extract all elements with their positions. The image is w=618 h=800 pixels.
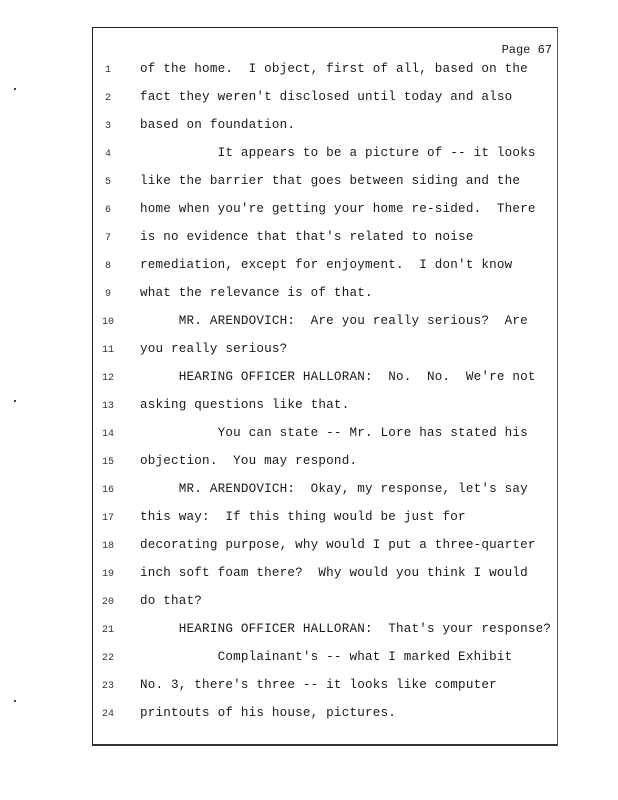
line-text: home when you're getting your home re-sided. There [140, 202, 536, 216]
line-number: 19 [101, 569, 114, 580]
line-number: 11 [101, 345, 114, 356]
line-number: 18 [101, 541, 114, 552]
line-text: is no evidence that that's related to noise [140, 230, 474, 244]
line-text: Complainant's -- what I marked Exhibit [140, 650, 513, 664]
line-text: asking questions like that. [140, 398, 350, 412]
line-text: what the relevance is of that. [140, 286, 373, 300]
transcript-line [0, 286, 618, 306]
line-number: 4 [104, 149, 111, 160]
scan-speck [14, 400, 16, 402]
line-number: 14 [101, 429, 114, 440]
transcript-line [0, 650, 618, 670]
line-text: do that? [140, 594, 203, 608]
transcript-line [0, 622, 618, 642]
line-text: MR. ARENDOVICH: Okay, my response, let's say [140, 482, 528, 496]
line-number: 10 [101, 317, 114, 328]
line-text: No. 3, there's three -- it looks like computer [140, 678, 497, 692]
transcript-line [0, 426, 618, 446]
transcript-line [0, 62, 618, 82]
transcript-line [0, 230, 618, 250]
line-number: 17 [101, 513, 114, 524]
line-number: 24 [101, 709, 114, 720]
line-text: It appears to be a picture of -- it looks [140, 146, 536, 160]
line-number: 7 [104, 233, 111, 244]
line-number: 15 [101, 457, 114, 468]
line-number: 21 [101, 625, 114, 636]
line-text: objection. You may respond. [140, 454, 358, 468]
transcript-line [0, 202, 618, 222]
line-number: 3 [104, 121, 111, 132]
line-number: 20 [101, 597, 114, 608]
line-number: 22 [101, 653, 114, 664]
line-number: 23 [101, 681, 114, 692]
transcript-line [0, 482, 618, 502]
transcript-line [0, 314, 618, 334]
line-text: printouts of his house, pictures. [140, 706, 396, 720]
line-number: 1 [104, 65, 111, 76]
scan-speck [14, 700, 16, 702]
transcript-line [0, 146, 618, 166]
page-number: Page 67 [501, 43, 552, 57]
line-text: HEARING OFFICER HALLORAN: No. No. We're not [140, 370, 536, 384]
transcript-line [0, 678, 618, 698]
line-number: 13 [101, 401, 114, 412]
line-number: 5 [104, 177, 111, 188]
transcript-line [0, 594, 618, 614]
transcript-line [0, 370, 618, 390]
line-text: you really serious? [140, 342, 288, 356]
line-number: 12 [101, 373, 114, 384]
transcript-line [0, 706, 618, 726]
line-text: HEARING OFFICER HALLORAN: That's your response? [140, 622, 552, 636]
line-text: MR. ARENDOVICH: Are you really serious? Are [140, 314, 528, 328]
transcript-line [0, 566, 618, 586]
transcript-line [0, 510, 618, 530]
line-text: like the barrier that goes between siding and the [140, 174, 521, 188]
scan-speck [14, 88, 16, 90]
line-number: 6 [104, 205, 111, 216]
line-number: 2 [104, 93, 111, 104]
line-number: 8 [104, 261, 111, 272]
line-text: based on foundation. [140, 118, 296, 132]
line-text: of the home. I object, first of all, based on the [140, 62, 528, 76]
line-text: fact they weren't disclosed until today and also [140, 90, 513, 104]
line-text: remediation, except for enjoyment. I don't know [140, 258, 513, 272]
line-text: this way: If this thing would be just for [140, 510, 466, 524]
transcript-line [0, 258, 618, 278]
transcript-line [0, 398, 618, 418]
line-text: You can state -- Mr. Lore has stated his [140, 426, 528, 440]
transcript-line [0, 118, 618, 138]
line-text: inch soft foam there? Why would you think I would [140, 566, 528, 580]
transcript-line [0, 538, 618, 558]
transcript-line [0, 174, 618, 194]
line-number: 9 [104, 289, 111, 300]
transcript-line [0, 454, 618, 474]
line-number: 16 [101, 485, 114, 496]
line-text: decorating purpose, why would I put a three-quarter [140, 538, 536, 552]
transcript-line [0, 342, 618, 362]
transcript-line [0, 90, 618, 110]
